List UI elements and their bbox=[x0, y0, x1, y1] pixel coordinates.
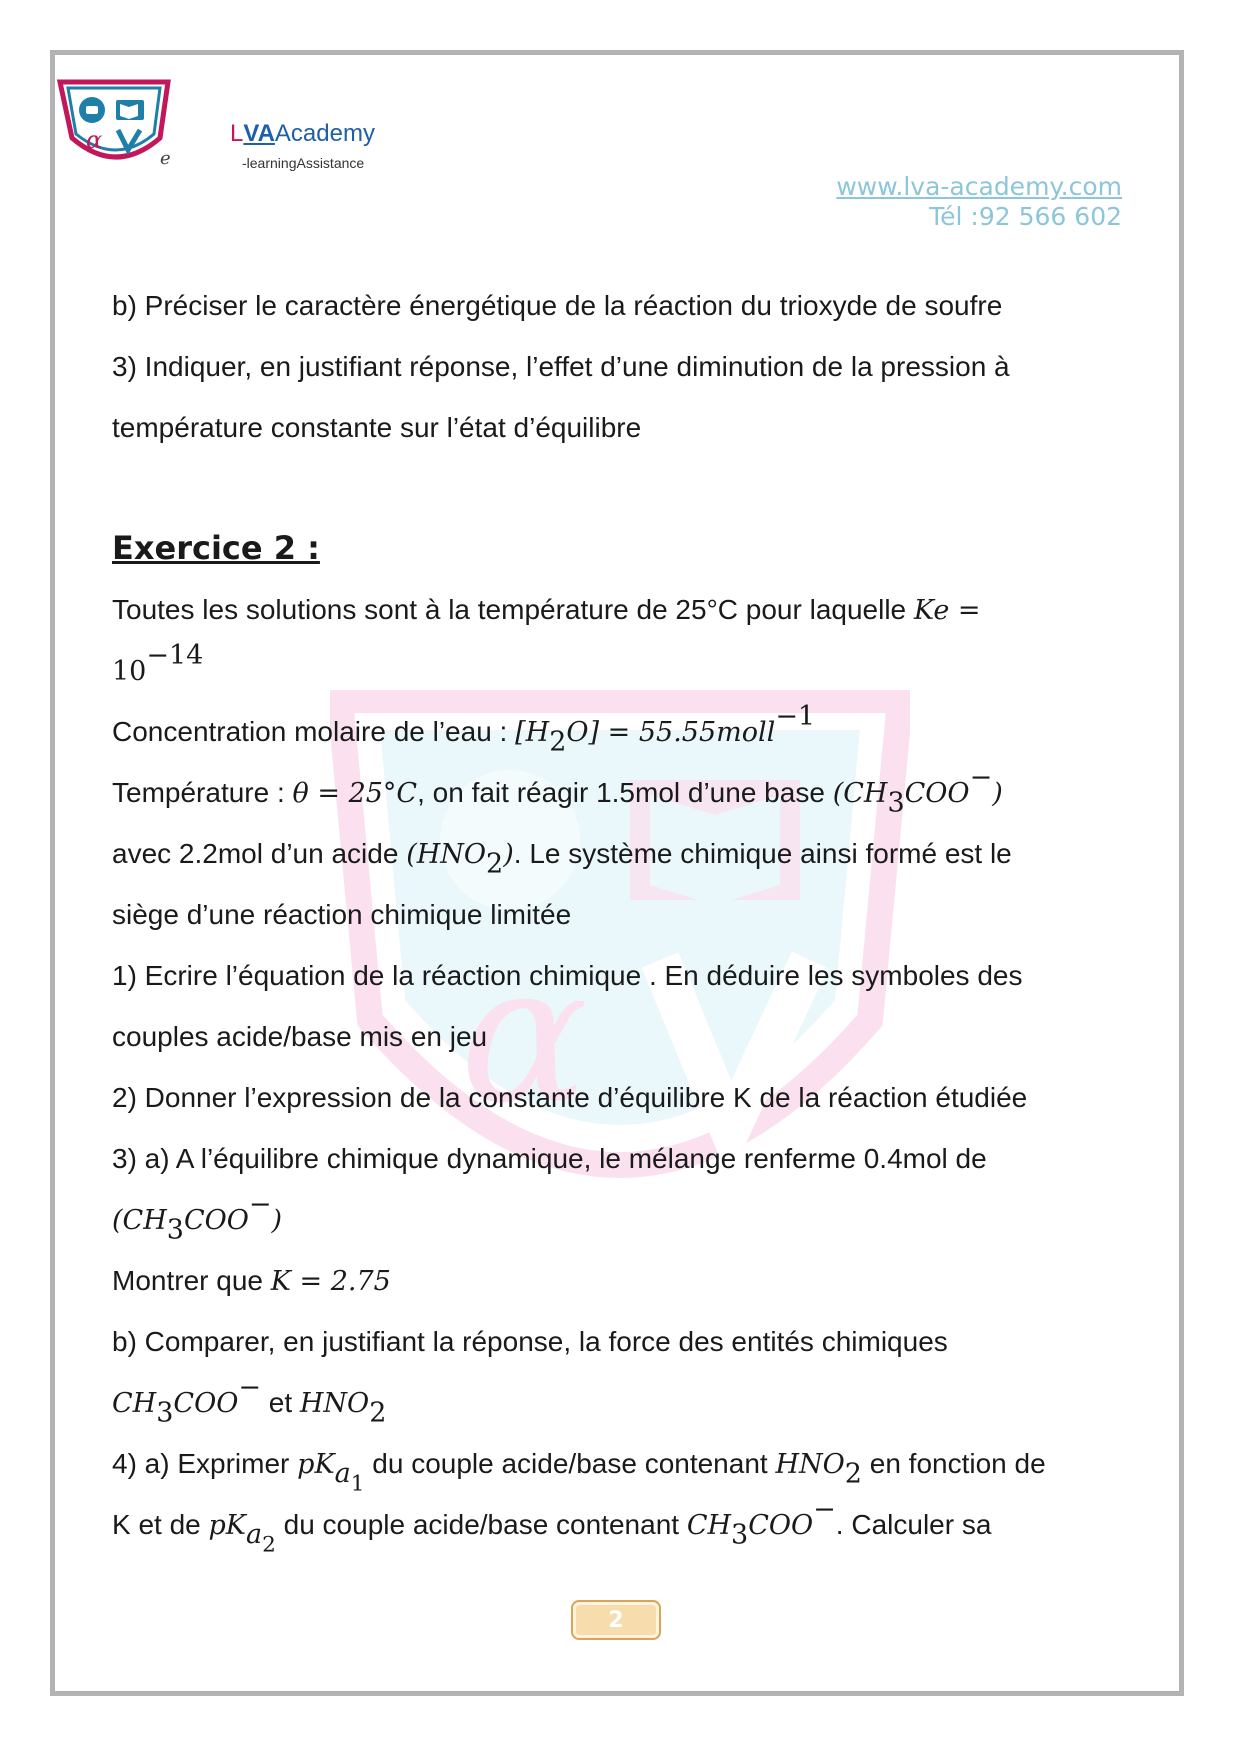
math-subscript: 2 bbox=[844, 1458, 862, 1490]
text-line bbox=[112, 1189, 1132, 1250]
math-subscript bbox=[245, 1519, 276, 1559]
text-run: Toutes les solutions sont à la température de 25°C pour laquelle bbox=[112, 594, 914, 625]
math-superscript: −14 bbox=[146, 639, 204, 671]
math-subscript: 3 bbox=[731, 1519, 749, 1551]
text-line: 3) a) A l’équilibre chimique dynamique, le mélange renferme 0.4mol de bbox=[112, 1143, 987, 1174]
text-run: Montrer que bbox=[112, 1265, 271, 1296]
text-line bbox=[112, 640, 1132, 701]
phone-number: Tél :92 566 602 bbox=[929, 202, 1122, 231]
svg-text:α: α bbox=[86, 126, 103, 154]
math-superscript: −1 bbox=[775, 700, 816, 732]
math-subscript: 3 bbox=[166, 1214, 184, 1246]
math-unit: moll bbox=[716, 717, 776, 748]
math-subscript-a: a bbox=[334, 1458, 351, 1490]
text-line bbox=[112, 823, 1132, 884]
math-expression: θ = 25°C bbox=[292, 778, 418, 809]
chemical-formula: (CH bbox=[112, 1205, 167, 1236]
text-line bbox=[112, 1493, 1132, 1559]
chemical-formula: COO bbox=[748, 1510, 814, 1541]
math-expression: K = 2.75 bbox=[270, 1266, 391, 1297]
math-subscript: 2 bbox=[549, 726, 567, 758]
text-run: en fonction de bbox=[861, 1448, 1046, 1479]
text-run: Concentration molaire de l’eau : bbox=[112, 716, 516, 747]
math-subscript: 3 bbox=[887, 787, 905, 819]
text-run: et bbox=[260, 1387, 300, 1418]
math-superscript: − bbox=[813, 1493, 836, 1525]
math-expression: Ke = bbox=[913, 595, 981, 626]
logo-letter-e: e bbox=[160, 148, 171, 169]
math-expression: pK bbox=[297, 1449, 335, 1480]
text-run: Température : bbox=[112, 777, 293, 808]
text-line bbox=[112, 701, 1132, 762]
text-line bbox=[112, 579, 1132, 640]
text-line: 2) Donner l’expression de la constante d’équilibre K de la réaction étudiée bbox=[112, 1082, 1028, 1113]
brand-academy: Academy bbox=[274, 120, 375, 147]
text-run: . Calculer sa bbox=[835, 1509, 992, 1540]
spacer bbox=[112, 458, 1132, 518]
chemical-formula: ) bbox=[503, 839, 514, 870]
page-number: 2 bbox=[571, 1600, 661, 1640]
text-line: 1) Ecrire l’équation de la réaction chimique . En déduire les symboles des bbox=[112, 960, 1023, 991]
brand-subtitle: -learningAssistance bbox=[242, 155, 365, 171]
chemical-formula: ) bbox=[992, 778, 1003, 809]
brand-name bbox=[230, 120, 375, 148]
text-line bbox=[112, 762, 1132, 823]
math-expression: O] = 55.55 bbox=[566, 717, 717, 748]
math-subscript-index: 2 bbox=[262, 1533, 276, 1559]
math-superscript: − bbox=[248, 1188, 272, 1220]
text-line: 3) Indiquer, en justifiant réponse, l’effet d’une diminution de la pression à bbox=[112, 351, 1010, 382]
text-line: b) Préciser le caractère énergétique de la réaction du trioxyde de soufre bbox=[112, 290, 1003, 321]
math-superscript: − bbox=[238, 1371, 261, 1403]
chemical-formula: (CH bbox=[832, 778, 888, 809]
math-subscript: 2 bbox=[369, 1397, 387, 1429]
chemical-formula: CH bbox=[112, 1388, 157, 1419]
math-subscript: 2 bbox=[486, 848, 504, 880]
text-run: , on fait réagir 1.5mol d’une base bbox=[417, 777, 833, 808]
text-run: 4) a) Exprimer bbox=[112, 1448, 298, 1479]
math-subscript bbox=[334, 1458, 365, 1498]
chemical-formula: COO bbox=[173, 1388, 239, 1419]
math-subscript: 3 bbox=[156, 1397, 174, 1429]
chemical-formula: HNO bbox=[299, 1388, 370, 1419]
website-link[interactable]: www.lva-academy.com bbox=[836, 172, 1122, 201]
chemical-formula: COO bbox=[183, 1205, 249, 1236]
math-expression: 10 bbox=[112, 656, 147, 687]
text-line: b) Comparer, en justifiant la réponse, la force des entités chimiques bbox=[112, 1326, 948, 1357]
text-run: K et de bbox=[112, 1509, 209, 1540]
text-line bbox=[112, 1372, 1132, 1433]
document-body bbox=[112, 275, 1132, 1559]
text-line bbox=[112, 1250, 1132, 1311]
text-run: du couple acide/base contenant bbox=[275, 1509, 687, 1540]
brand-va: VA bbox=[243, 120, 275, 147]
math-subscript-a: a bbox=[245, 1519, 263, 1551]
text-line bbox=[112, 1433, 1132, 1498]
text-run: avec 2.2mol d’un acide bbox=[112, 838, 407, 869]
chemical-formula: CH bbox=[686, 1510, 732, 1541]
math-expression: [H bbox=[515, 717, 550, 748]
math-superscript: − bbox=[969, 761, 993, 793]
exercise-title: Exercice 2 : bbox=[112, 529, 320, 567]
text-line: couples acide/base mis en jeu bbox=[112, 1021, 488, 1052]
text-line: siège d’une réaction chimique limitée bbox=[112, 899, 572, 930]
text-run: du couple acide/base contenant bbox=[364, 1448, 776, 1479]
chemical-formula: HNO bbox=[775, 1449, 845, 1480]
math-expression: pK bbox=[208, 1510, 246, 1541]
chemical-formula: (HNO bbox=[406, 839, 487, 870]
brand-l: L bbox=[230, 120, 244, 147]
text-run: . Le système chimique ainsi formé est le bbox=[513, 838, 1012, 869]
contact-info bbox=[836, 172, 1122, 232]
text-line: température constante sur l’état d’équilibre bbox=[112, 412, 642, 443]
chemical-formula: COO bbox=[904, 778, 970, 809]
chemical-formula: ) bbox=[271, 1205, 283, 1236]
lva-academy-logo bbox=[56, 78, 176, 178]
svg-text:α: α bbox=[460, 924, 589, 1145]
math-subscript-index: 1 bbox=[350, 1472, 365, 1498]
